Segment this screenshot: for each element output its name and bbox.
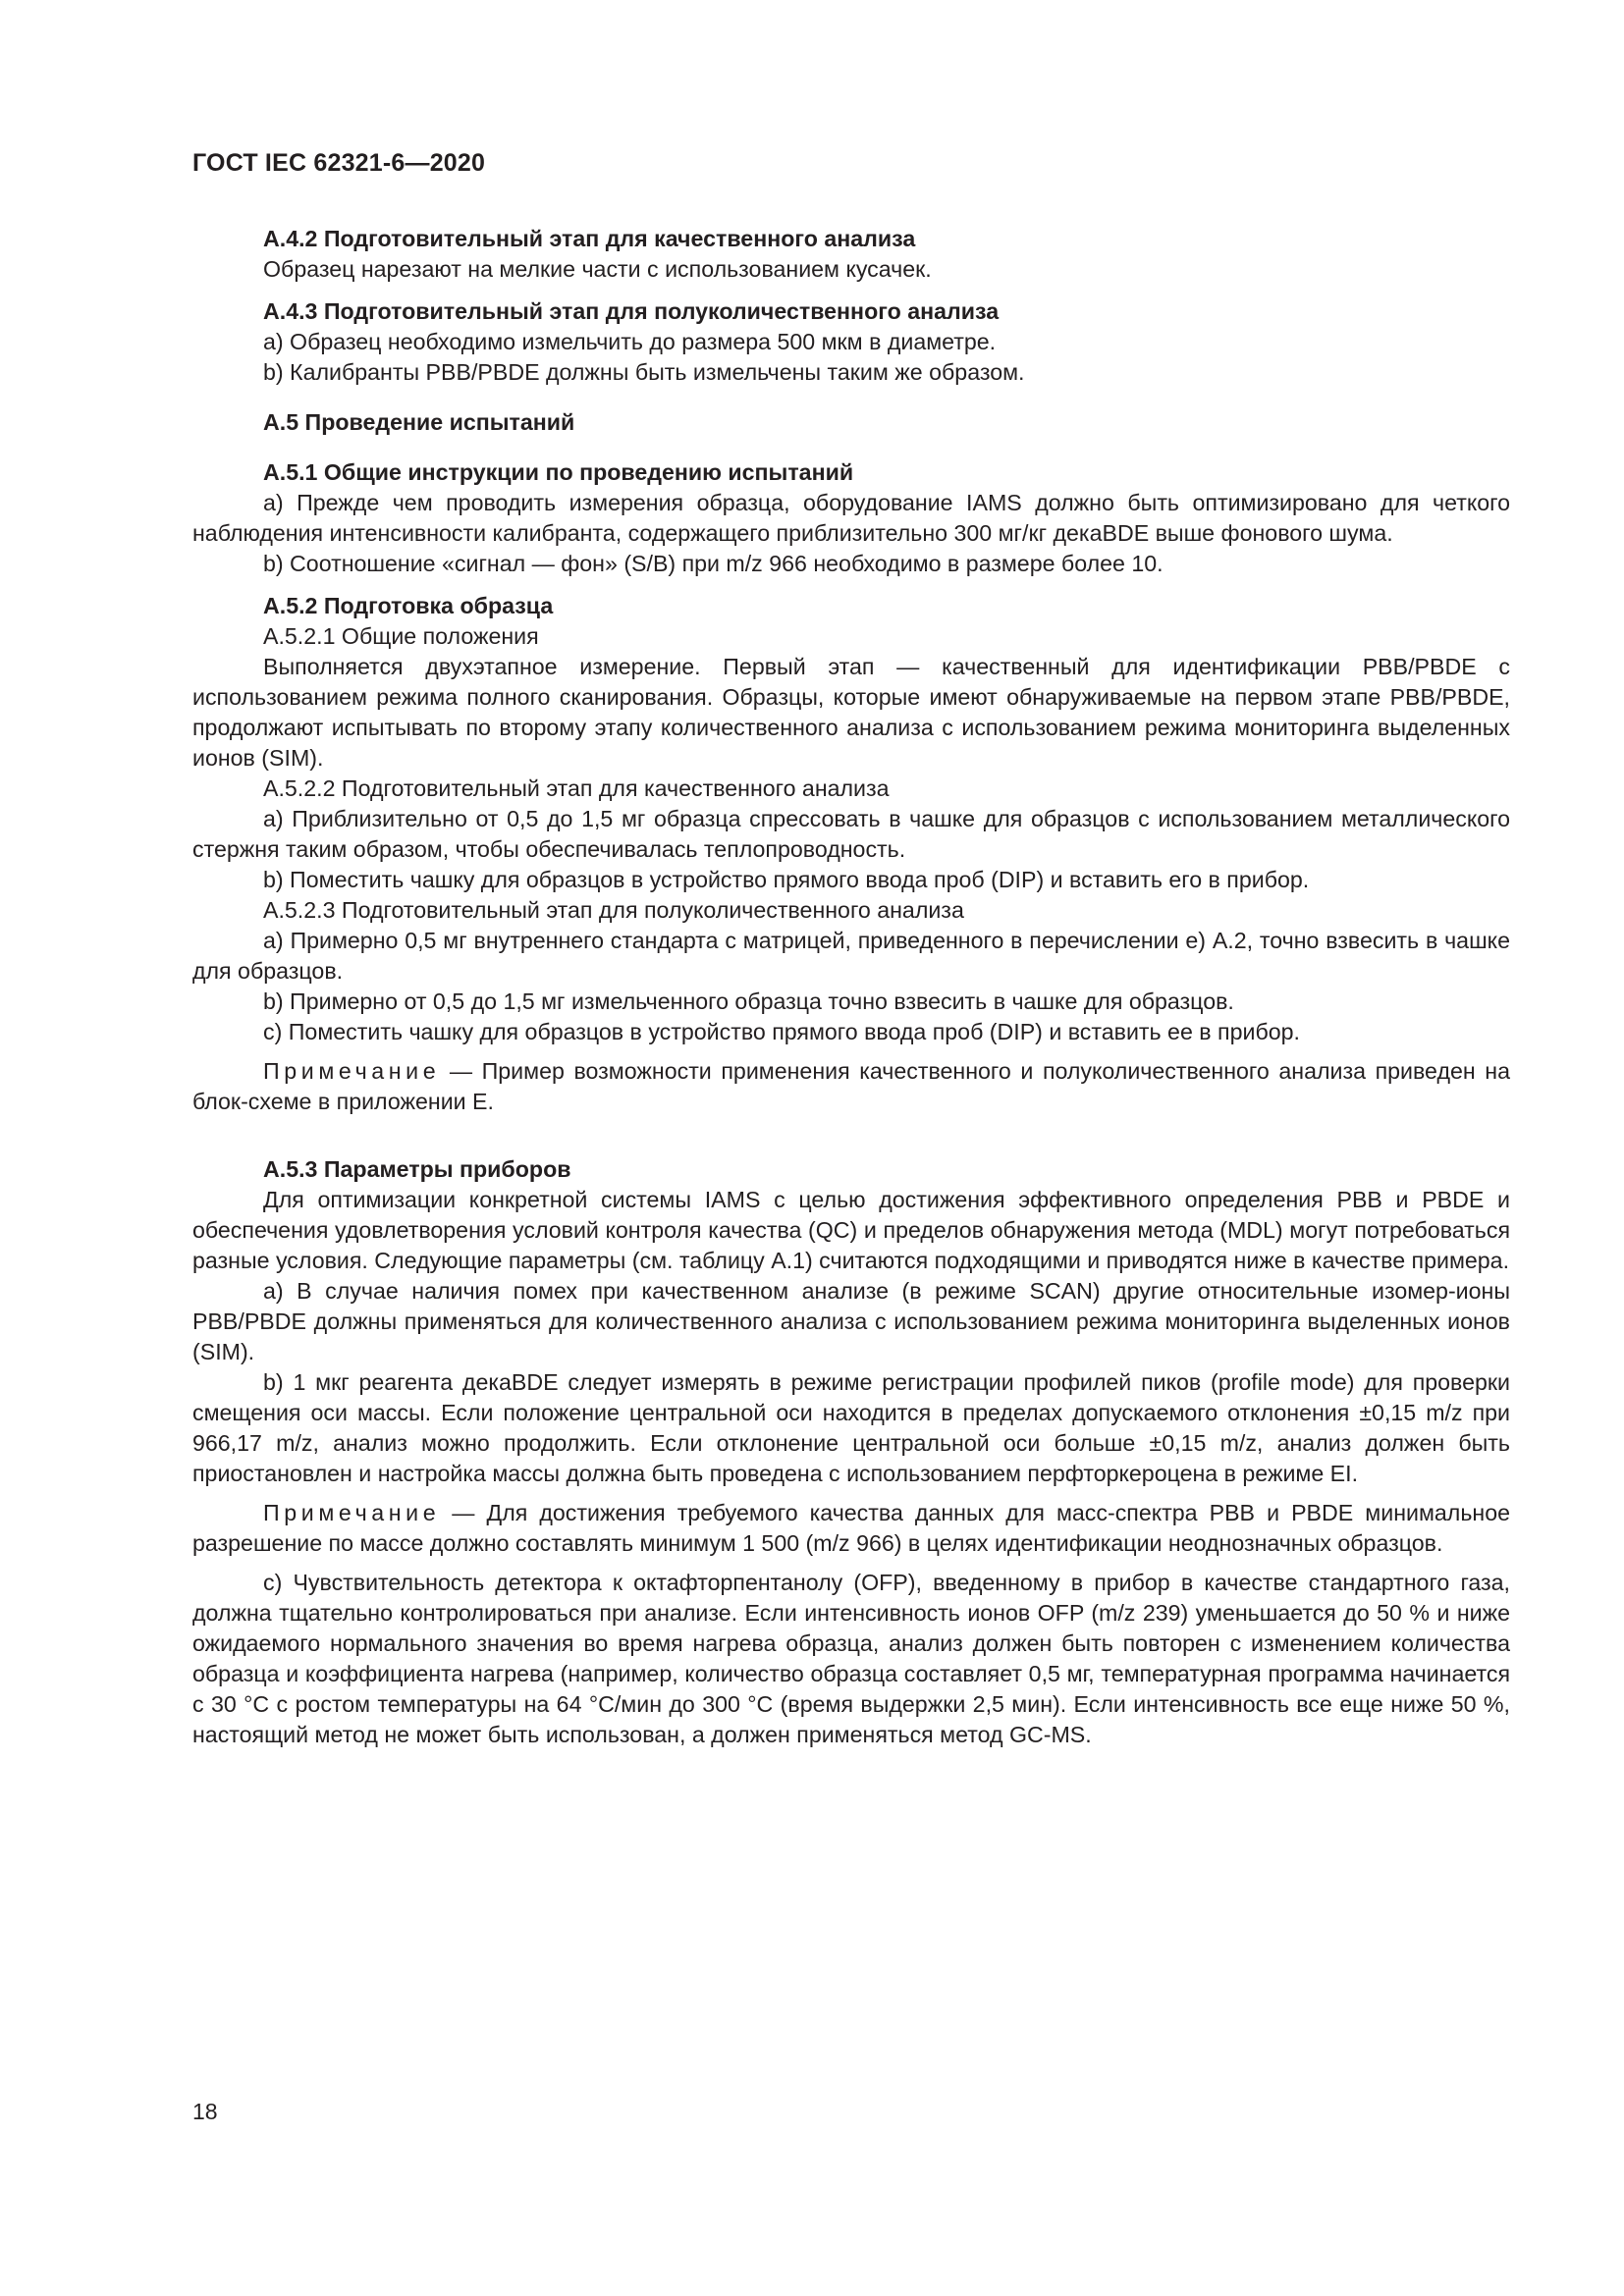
section-a42-heading: А.4.2 Подготовительный этап для качественного анализа [263,226,916,251]
subsection-a522-title: А.5.2.2 Подготовительный этап для качественного анализа [263,775,890,801]
section-a43-item-a: а) Образец необходимо измельчить до размера 500 мкм в диаметре. [263,329,997,354]
section-a43-heading: А.4.3 Подготовительный этап для полуколичественного анализа [263,298,1000,324]
section-a5-heading: А.5 Проведение испытаний [263,409,575,435]
document-body [192,224,1510,1750]
section-a51-item-b: b) Соотношение «сигнал — фон» (S/B) при m/z 966 необходимо в размере более 10. [263,551,1164,576]
subsection-a523-item-b: b) Примерно от 0,5 до 1,5 мг измельченного образца точно взвесить в чашке для образцов. [263,988,1234,1014]
section-a53-heading: А.5.3 Параметры приборов [263,1156,571,1182]
note-text: — Для достижения требуемого качества данных для масс-спектра PBB и PBDE минимальное разрешение по массе должно составлять минимум 1 500 (m/z 966) в целях идентификации неоднозначных образцов. [192,1500,1510,1556]
section-a53-item-a: а) В случае наличия помех при качественном анализе (в режиме SCAN) другие относительные изомер-ионы PBB/PBDE должны применяться для количественного анализа с использованием режима мониторинга выделенных ионов (SIM). [192,1278,1510,1364]
section-a43-item-b: b) Калибранты PBB/PBDE должны быть измельчены таким же образом. [263,359,1025,385]
section-a53-item-b: b) 1 мкг реагента декаBDE следует измерять в режиме регистрации профилей пиков (profile mode) для проверки смещения оси массы. Если положение центральной оси находится в пределах допускаемого отклонения ±0,15 m/z при 966,17 m/z, анализ можно продолжить. Если отклонение центральной оси больше ±0,15 m/z, анализ должен быть приостановлен и настройка массы должна быть проведена с использованием перфторкероцена в режиме EI. [192,1369,1510,1486]
section-a51-heading: А.5.1 Общие инструкции по проведению испытаний [263,459,854,485]
subsection-a521-text: Выполняется двухэтапное измерение. Первый этап — качественный для идентификации PBB/PBDE с использованием режима полного сканирования. Образцы, которые имеют обнаруживаемые на первом этапе PBB/PBDE, продолжают испытывать по второму этапу количественного анализа с использованием режима мониторинга выделенных ионов (SIM). [192,654,1510,771]
subsection-a522-item-a: а) Приблизительно от 0,5 до 1,5 мг образца спрессовать в чашке для образцов с использованием металлического стержня таким образом, чтобы обеспечивалась теплопроводность. [192,806,1510,862]
subsection-a523-item-c: с) Поместить чашку для образцов в устройство прямого ввода проб (DIP) и вставить ее в прибор. [263,1019,1300,1044]
subsection-a522-item-b: b) Поместить чашку для образцов в устройство прямого ввода проб (DIP) и вставить его в прибор. [263,867,1310,892]
section-a52-note [192,1056,1510,1117]
section-a53-item-c: с) Чувствительность детектора к октафторпентанолу (OFP), введенному в прибор в качестве стандартного газа, должна тщательно контролироваться при анализе. Если интенсивность ионов OFP (m/z 239) уменьшается до 50 % и ниже ожидаемого нормального значения во время нагрева образца, анализ должен быть повторен с изменением количества образца и коэффициента нагрева (например, количество образца составляет 0,5 мг, температурная программа начинается с 30 °С с ростом температуры на 64 °С/мин до 300 °С (время выдержки 2,5 мин). Если интенсивность все еще ниже 50 %, настоящий метод не может быть использован, а должен применяться метод GC-MS. [192,1570,1510,1747]
note-text: — Пример возможности применения качественного и полуколичественного анализа приведен на блок-схеме в приложении Е. [192,1058,1510,1114]
subsection-a523-title: А.5.2.3 Подготовительный этап для полуколичественного анализа [263,897,964,923]
document-header: ГОСТ IEC 62321-6—2020 [192,149,486,177]
page-number: 18 [192,2099,218,2124]
note-label: Примечание [263,1500,441,1525]
subsection-a523-item-a: а) Примерно 0,5 мг внутреннего стандарта с матрицей, приведенного в перечислении е) А.2, точно взвесить в чашке для образцов. [192,928,1510,984]
section-a51-item-a: а) Прежде чем проводить измерения образца, оборудование IAMS должно быть оптимизировано для четкого наблюдения интенсивности калибранта, содержащего приблизительно 300 мг/кг декаBDE выше фонового шума. [192,490,1510,546]
subsection-a521-title: А.5.2.1 Общие положения [263,623,539,649]
section-a53-note [192,1498,1510,1559]
note-label: Примечание [263,1058,441,1084]
section-a53-intro: Для оптимизации конкретной системы IAMS с целью достижения эффективного определения PBB и PBDE и обеспечения удовлетворения условий контроля качества (QC) и пределов обнаружения метода (MDL) могут потребоваться разные условия. Следующие параметры (см. таблицу А.1) считаются подходящими и приводятся ниже в качестве примера. [192,1187,1510,1273]
section-a52-heading: А.5.2 Подготовка образца [263,593,554,618]
section-a42-text: Образец нарезают на мелкие части с использованием кусачек. [263,256,932,282]
